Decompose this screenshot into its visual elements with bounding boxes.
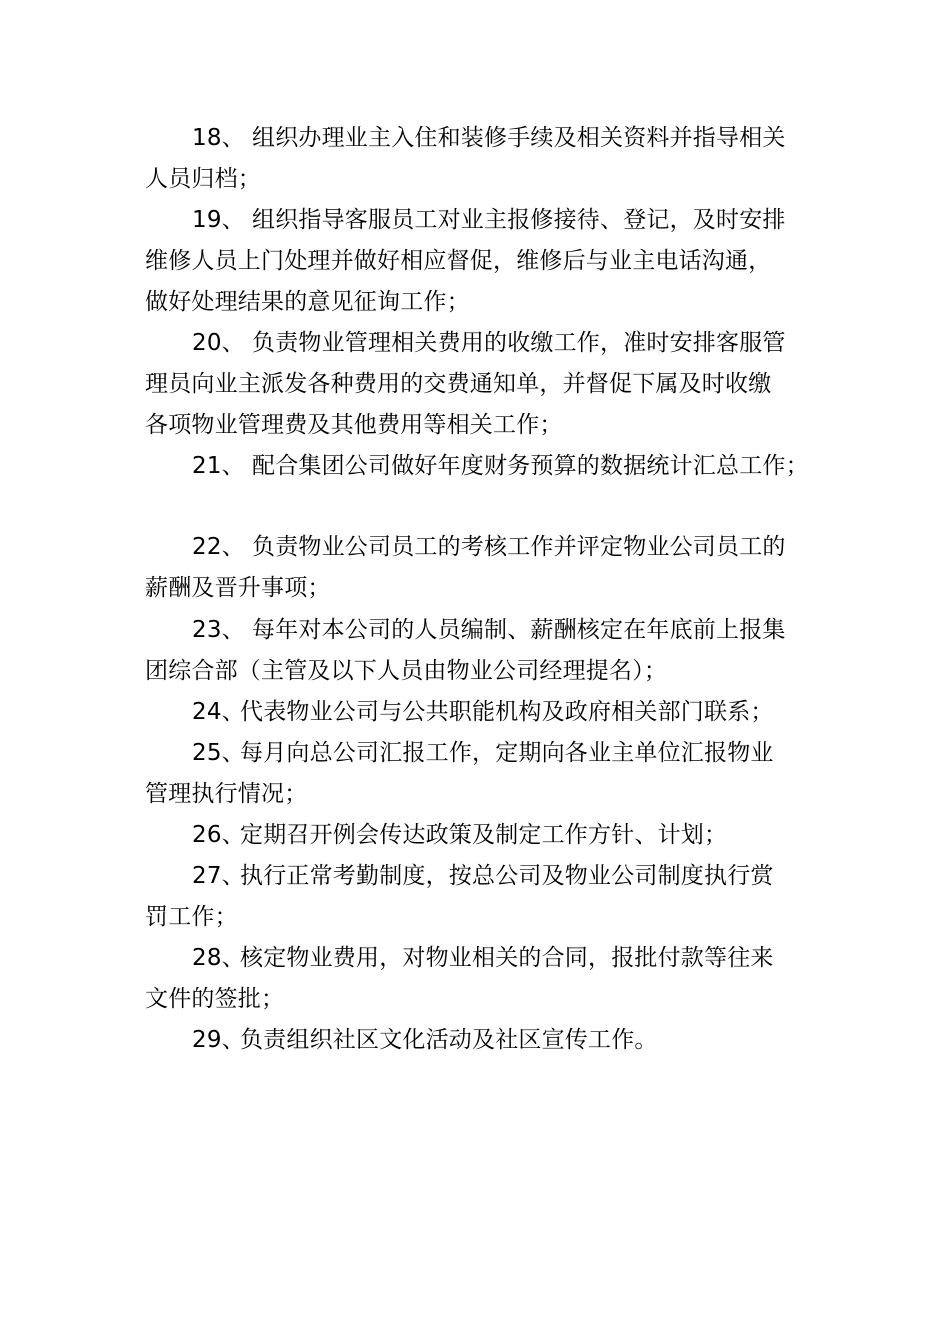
item-text-line: 做好处理结果的意见征询工作； [145,289,470,315]
item-text-line: 定期召开例会传达政策及制定工作方针、计划； [240,822,728,848]
item-number: 28、 [192,945,245,971]
item-text-line: 理员向业主派发各种费用的交费通知单，并督促下属及时收缴 [145,371,772,397]
item-number: 20、 [192,330,245,356]
item-text-line: 文件的签批； [145,986,285,1012]
item-text-line: 负责物业公司员工的考核工作并评定物业公司员工的 [252,534,786,560]
item-text-line: 组织指导客服员工对业主报修接待、登记，及时安排 [252,207,786,233]
item-text-line: 管理执行情况； [145,781,308,807]
item-number: 29、 [192,1027,245,1053]
item-number: 18、 [192,125,245,151]
item-number: 26、 [192,822,245,848]
item-text-line: 核定物业费用，对物业相关的合同，报批付款等往来 [240,945,774,971]
item-number: 19、 [192,207,245,233]
item-text-line: 各项物业管理费及其他费用等相关工作； [145,412,563,438]
item-text-line: 薪酬及晋升事项； [145,575,331,601]
item-text-line: 执行正常考勤制度，按总公司及物业公司制度执行赏 [240,863,774,889]
item-number: 21、 [192,453,245,479]
item-number: 27、 [192,863,245,889]
item-text-line: 维修人员上门处理并做好相应督促，维修后与业主电话沟通， [145,248,772,274]
item-text-line: 配合集团公司做好年度财务预算的数据统计汇总工作； [252,453,809,479]
item-number: 25、 [192,740,245,766]
item-text-line: 每年对本公司的人员编制、薪酬核定在年底前上报集 [252,617,786,643]
item-text-line: 负责组织社区文化活动及社区宣传工作。 [240,1027,658,1053]
item-text-line: 组织办理业主入住和装修手续及相关资料并指导相关 [252,125,786,151]
item-text-line: 每月向总公司汇报工作，定期向各业主单位汇报物业 [240,740,774,766]
item-text-line: 负责物业管理相关费用的收缴工作，准时安排客服管 [252,330,786,356]
item-number: 22、 [192,534,245,560]
item-text-line: 人员归档； [145,166,261,192]
item-text-line: 罚工作； [145,904,238,930]
item-text-line: 团综合部（主管及以下人员由物业公司经理提名）； [145,658,668,684]
item-text-line: 代表物业公司与公共职能机构及政府相关部门联系； [240,699,774,725]
item-number: 24、 [192,699,245,725]
item-number: 23、 [192,617,245,643]
